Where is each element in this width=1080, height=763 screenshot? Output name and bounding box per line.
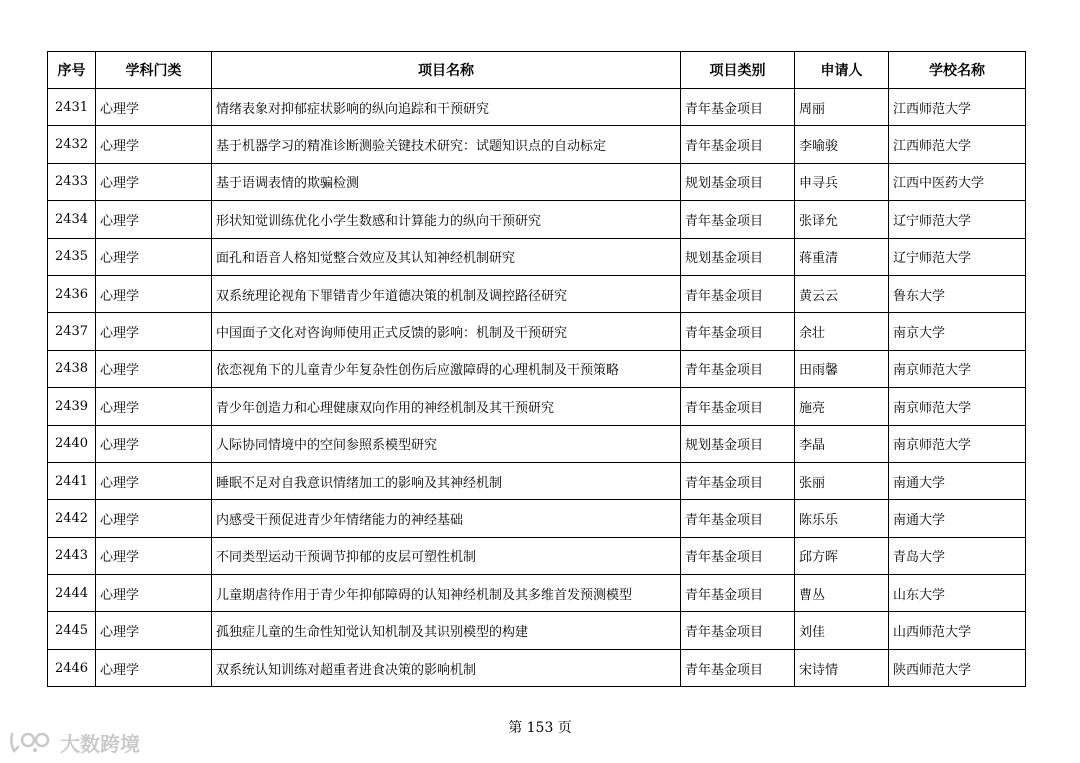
cell-project-category: 青年基金项目 [681,89,795,126]
cell-discipline: 心理学 [96,388,212,425]
cell-school: 山东大学 [889,575,1026,612]
cell-school: 鲁东大学 [889,275,1026,312]
cell-discipline: 心理学 [96,163,212,200]
cell-project-category: 青年基金项目 [681,500,795,537]
cell-school: 辽宁师范大学 [889,238,1026,275]
cell-project-name: 面孔和语音人格知觉整合效应及其认知神经机制研究 [212,238,681,275]
table-row [48,425,1026,462]
cell-applicant: 刘佳 [795,612,889,649]
cell-applicant: 张译允 [795,201,889,238]
table-header-row [48,52,1026,89]
cell-discipline: 心理学 [96,462,212,499]
cell-serial: 2437 [48,313,96,350]
cell-school: 南京师范大学 [889,388,1026,425]
cell-project-category: 青年基金项目 [681,313,795,350]
cell-project-name: 基于机器学习的精准诊断测验关键技术研究：试题知识点的自动标定 [212,126,681,163]
table-row [48,462,1026,499]
cell-project-name: 中国面子文化对咨询师使用正式反馈的影响：机制及干预研究 [212,313,681,350]
cell-discipline: 心理学 [96,89,212,126]
table-row [48,201,1026,238]
cell-applicant: 申寻兵 [795,163,889,200]
cell-applicant: 陈乐乐 [795,500,889,537]
cell-project-name: 双系统认知训练对超重者进食决策的影响机制 [212,649,681,686]
table-row [48,238,1026,275]
header-applicant: 申请人 [795,52,889,89]
table-row [48,89,1026,126]
table-row [48,612,1026,649]
table-row [48,313,1026,350]
project-table [47,51,1026,687]
cell-discipline: 心理学 [96,126,212,163]
table-row [48,388,1026,425]
table-row [48,350,1026,387]
cell-applicant: 宋诗情 [795,649,889,686]
cell-project-name: 儿童期虐待作用于青少年抑郁障碍的认知神经机制及其多维首发预测模型 [212,575,681,612]
speech-bubble-logo-icon [8,731,54,755]
cell-project-category: 青年基金项目 [681,126,795,163]
cell-serial: 2444 [48,575,96,612]
cell-project-category: 规划基金项目 [681,238,795,275]
cell-project-name: 内感受干预促进青少年情绪能力的神经基础 [212,500,681,537]
cell-serial: 2432 [48,126,96,163]
cell-applicant: 蒋重清 [795,238,889,275]
cell-school: 江西师范大学 [889,89,1026,126]
cell-project-category: 青年基金项目 [681,537,795,574]
cell-applicant: 余壮 [795,313,889,350]
cell-applicant: 李晶 [795,425,889,462]
cell-project-category: 青年基金项目 [681,388,795,425]
cell-discipline: 心理学 [96,612,212,649]
cell-project-category: 青年基金项目 [681,649,795,686]
cell-serial: 2446 [48,649,96,686]
cell-discipline: 心理学 [96,238,212,275]
cell-project-category: 青年基金项目 [681,462,795,499]
cell-project-name: 孤独症儿童的生命性知觉认知机制及其识别模型的构建 [212,612,681,649]
cell-serial: 2439 [48,388,96,425]
cell-applicant: 张丽 [795,462,889,499]
cell-project-name: 睡眠不足对自我意识情绪加工的影响及其神经机制 [212,462,681,499]
cell-project-category: 青年基金项目 [681,201,795,238]
cell-project-name: 情绪表象对抑郁症状影响的纵向追踪和干预研究 [212,89,681,126]
cell-discipline: 心理学 [96,575,212,612]
header-discipline: 学科门类 [96,52,212,89]
cell-project-name: 基于语调表情的欺骗检测 [212,163,681,200]
table-row [48,275,1026,312]
cell-applicant: 邱方晖 [795,537,889,574]
cell-discipline: 心理学 [96,313,212,350]
cell-school: 青岛大学 [889,537,1026,574]
cell-school: 陕西师范大学 [889,649,1026,686]
table-row [48,163,1026,200]
table-row [48,500,1026,537]
cell-serial: 2442 [48,500,96,537]
cell-applicant: 周丽 [795,89,889,126]
cell-project-category: 规划基金项目 [681,163,795,200]
cell-project-category: 青年基金项目 [681,275,795,312]
cell-applicant: 田雨馨 [795,350,889,387]
cell-project-category: 规划基金项目 [681,425,795,462]
cell-school: 江西师范大学 [889,126,1026,163]
cell-serial: 2445 [48,612,96,649]
cell-school: 南京师范大学 [889,425,1026,462]
cell-serial: 2436 [48,275,96,312]
cell-serial: 2440 [48,425,96,462]
cell-project-name: 形状知觉训练优化小学生数感和计算能力的纵向干预研究 [212,201,681,238]
cell-school: 辽宁师范大学 [889,201,1026,238]
cell-discipline: 心理学 [96,275,212,312]
cell-project-name: 不同类型运动干预调节抑郁的皮层可塑性机制 [212,537,681,574]
cell-school: 山西师范大学 [889,612,1026,649]
cell-discipline: 心理学 [96,201,212,238]
table-row [48,649,1026,686]
cell-discipline: 心理学 [96,425,212,462]
cell-school: 南京大学 [889,313,1026,350]
cell-serial: 2434 [48,201,96,238]
cell-school: 南京师范大学 [889,350,1026,387]
cell-applicant: 曹丛 [795,575,889,612]
cell-discipline: 心理学 [96,350,212,387]
cell-discipline: 心理学 [96,537,212,574]
watermark [8,728,140,757]
cell-applicant: 施亮 [795,388,889,425]
cell-school: 江西中医药大学 [889,163,1026,200]
header-school: 学校名称 [889,52,1026,89]
cell-applicant: 李喻骏 [795,126,889,163]
header-project-category: 项目类别 [681,52,795,89]
cell-serial: 2441 [48,462,96,499]
header-project-name: 项目名称 [212,52,681,89]
watermark-text: 大数跨境 [60,732,140,756]
table-row [48,537,1026,574]
header-serial: 序号 [48,52,96,89]
cell-serial: 2433 [48,163,96,200]
table-row [48,575,1026,612]
cell-serial: 2435 [48,238,96,275]
cell-discipline: 心理学 [96,500,212,537]
table-row [48,126,1026,163]
cell-project-name: 青少年创造力和心理健康双向作用的神经机制及其干预研究 [212,388,681,425]
cell-discipline: 心理学 [96,649,212,686]
cell-project-category: 青年基金项目 [681,612,795,649]
cell-school: 南通大学 [889,500,1026,537]
cell-serial: 2443 [48,537,96,574]
page-number: 第 153 页 [508,720,572,736]
cell-school: 南通大学 [889,462,1026,499]
cell-serial: 2438 [48,350,96,387]
cell-applicant: 黄云云 [795,275,889,312]
cell-serial: 2431 [48,89,96,126]
cell-project-name: 依恋视角下的儿童青少年复杂性创伤后应激障碍的心理机制及干预策略 [212,350,681,387]
cell-project-name: 双系统理论视角下罪错青少年道德决策的机制及调控路径研究 [212,275,681,312]
cell-project-name: 人际协同情境中的空间参照系模型研究 [212,425,681,462]
cell-project-category: 青年基金项目 [681,575,795,612]
cell-project-category: 青年基金项目 [681,350,795,387]
